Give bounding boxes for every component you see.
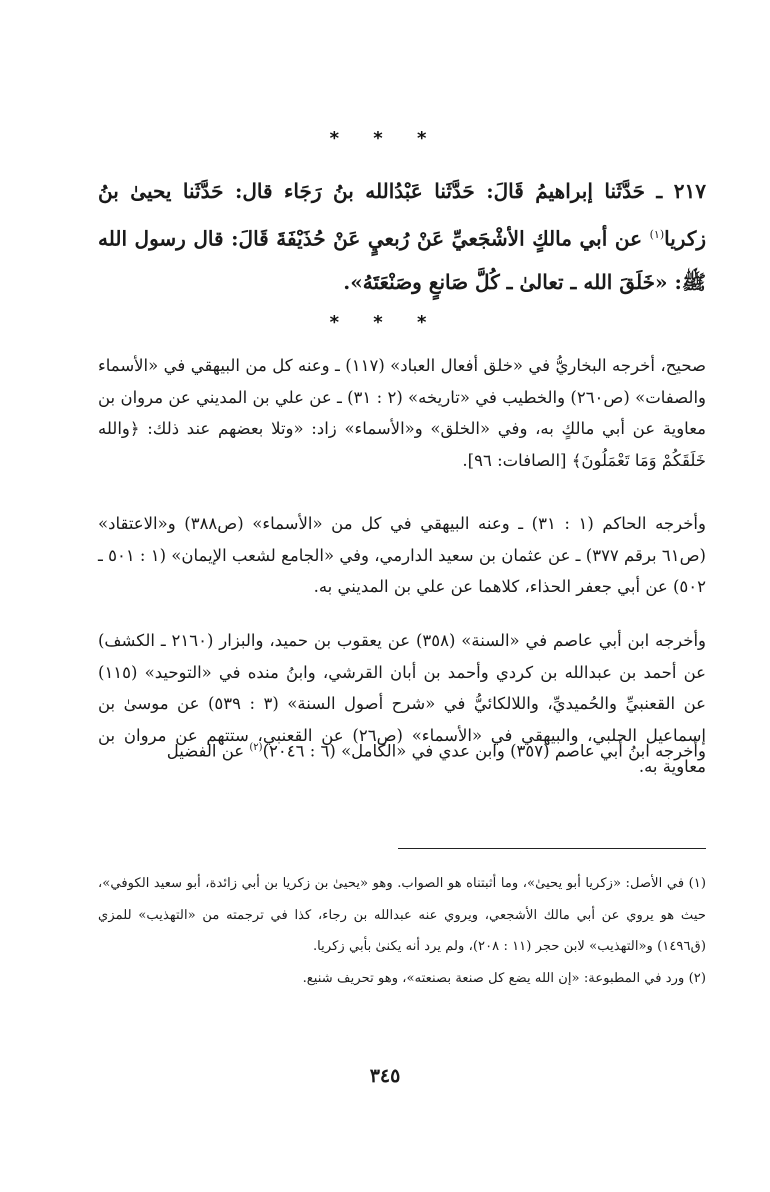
hadith-text-rest: عن أبي مالكٍ الأشْجَعيِّ عَنْ رُبعيٍ عَنْ حُذَيْفَةَ قَالَ: قال رسول الله ﷺ: «خَلَقَ الله ـ تعالىٰ ـ كُلَّ صَانعٍ وصَنْعَتَهُ». xyxy=(98,226,706,294)
commentary-paragraph-4 xyxy=(98,732,706,767)
hadith-text-main: ٢١٧ ـ حَدَّثَنا إبراهيمُ قَالَ: حَدَّثَنا عَبْدُالله بنُ رَجَاء قال: حَدَّثَنا يحيىٰ بنُ زكريا xyxy=(98,179,706,251)
hadith-text xyxy=(98,170,706,304)
commentary-paragraph-4-text: وأخرجه ابنُ أبي عاصم (٣٥٧) وابن عدي في «الكامل» (٦ : ٢٠٤٦) xyxy=(262,741,706,761)
commentary-paragraph-1: صحيح، أخرجه البخاريُّ في «خلق أفعال العباد» (١١٧) ـ وعنه كل من البيهقي في «الأسماء والصفات» (ص٢٦٠) والخطيب في «تاريخه» (٢ : ٣١) ـ عن علي بن المديني عن مروان بن معاوية عن أبي مالكٍ به، وفي «الخلق» و«الأسماء» زاد: «وتلا بعضهم عند ذلك: ﴿والله خَلَقَكُمْ وَمَا تَعْمَلُونَ﴾ [الصافات: ٩٦]. xyxy=(98,356,707,470)
footnote-divider xyxy=(398,848,706,849)
commentary-paragraph-4-rest: عن الفضيل xyxy=(166,741,250,761)
footnote-2: (٢) ورد في المطبوعة: «إن الله يضع كل صنعة بصنعته»، وهو تحريف شنيع. xyxy=(302,970,706,986)
commentary-paragraph-2: وأخرجه الحاكم (١ : ٣١) ـ وعنه البيهقي في كل من «الأسماء» (ص٣٨٨) و«الاعتقاد» (ص٦١ برقم ٣٧٧) ـ عن عثمان بن سعيد الدارمي، وفي «الجامع لشعب الإيمان» (١ : ٥٠١ ـ ٥٠٢) عن أبي جعفر الحذاء، كلاهما عن علي بن المديني به. xyxy=(98,514,706,596)
footnote-marker-1: (١) xyxy=(649,228,665,241)
page-number: ٣٤٥ xyxy=(369,1065,401,1087)
footnote-1: (١) في الأصل: «زكريا أبو يحيىٰ»، وما أثبتناه هو الصواب. وهو «يحيىٰ بن زكريا بن أبي زائدة، أبو سعيد الكوفي»، حيث هو يروي عن أبي مالك الأشجعي، ويروي عنه عبدالله بن رجاء، كذا في ترجمته من «التهذيب» للمزي (ق١٤٩٦) و«التهذيب» لابن حجر (١١ : ٢٠٨)، ولم يرد أنه يكنىٰ بأبي زكريا. xyxy=(98,876,706,954)
section-separator-top: * * * xyxy=(329,128,441,149)
footnotes xyxy=(98,868,706,994)
commentary-paragraph-3: وأخرجه ابن أبي عاصم في «السنة» (٣٥٨) عن يعقوب بن حميد، والبزار (٢١٦٠ ـ الكشف) عن أحمد بن عبدالله بن كردي وأحمد بن أبان القرشي، وابنُ منده في «التوحيد» (١١٥) عن القعنبيِّ والحُميديِّ، واللالكائيُّ في «شرح أصول السنة» (٣ : ٥٣٩) عن موسىٰ بن إسماعيل الحلبي، والبيهقي في «الأسماء» (ص٢٦) عن القعنبي، ستتهم عن مروان بن معاوية به. xyxy=(98,631,707,776)
footnote-marker-2: (٢) xyxy=(249,742,263,753)
section-separator-bottom: * * * xyxy=(329,312,441,333)
